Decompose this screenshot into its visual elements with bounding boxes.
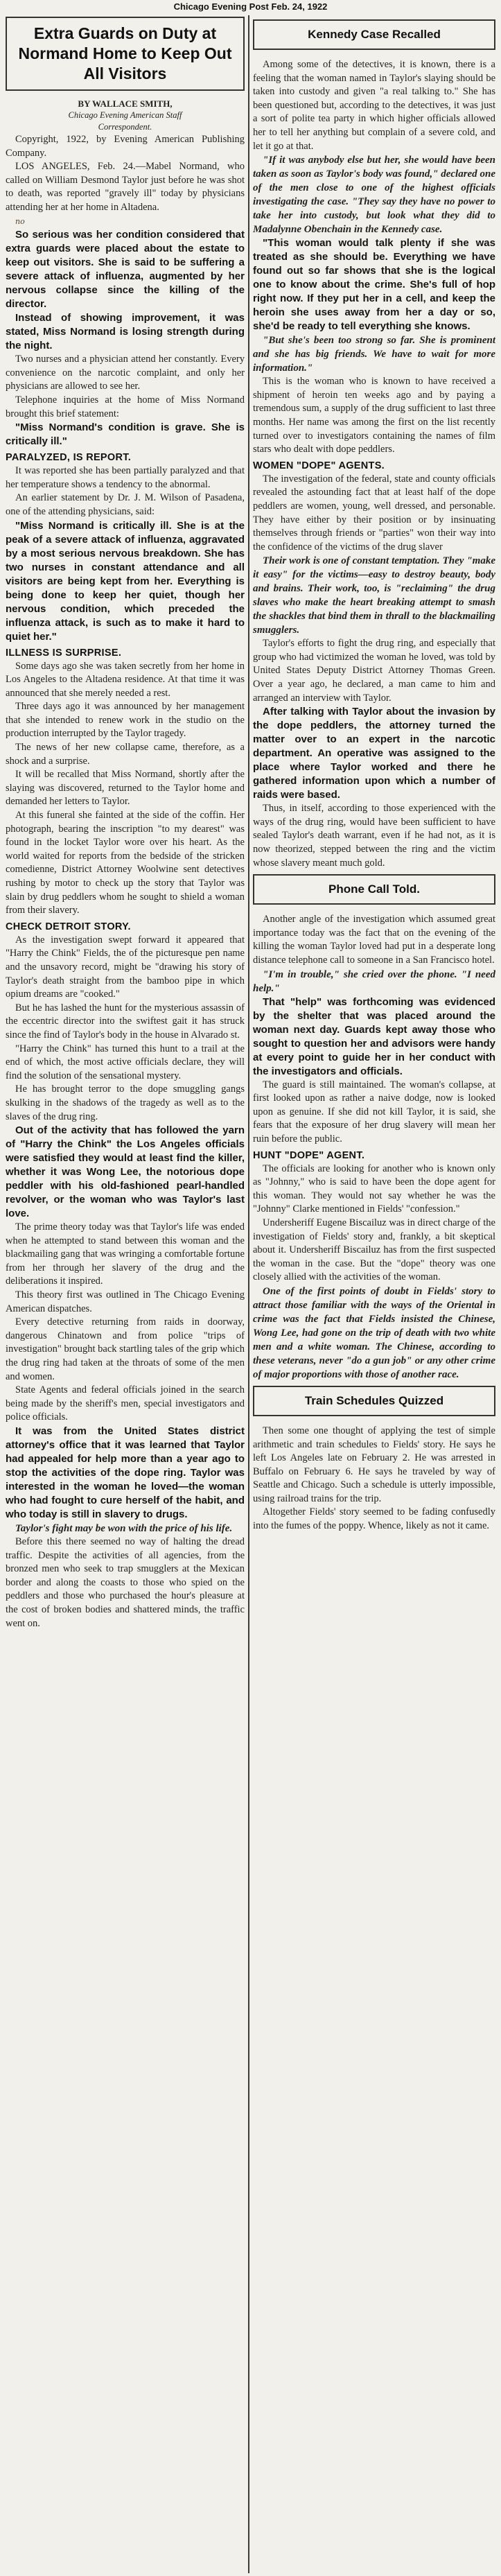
article-paragraph-bold: So serious was her condition considered that extra guards were placed about the estate to keep out visitors. She is said to be suffering a severe attack of influenza, augmented by her nervous collapse since the killing of the director.	[6, 229, 245, 311]
right-column	[253, 15, 495, 1533]
article-paragraph: An earlier statement by Dr. J. M. Wilson of Pasadena, one of the attending physicians, said:	[6, 492, 245, 517]
main-headline: Extra Guards on Duty at Normand Home to Keep Out All Visitors	[18, 24, 232, 82]
article-paragraph-bold: "Miss Normand's condition is grave. She is critically ill."	[6, 421, 245, 448]
article-paragraph-italic: "I'm in trouble," she cried over the phone. "I need help."	[253, 968, 495, 994]
article-paragraph: The prime theory today was that Taylor's life was ended when he attempted to stand between this woman and the blackmailing gang that was wringing a comfortable fortune from her through her slavery of the drug and the deliberations it inspired.	[6, 1221, 245, 1287]
article-paragraph	[6, 215, 245, 229]
subheading: WOMEN "DOPE" AGENTS.	[253, 460, 385, 471]
article-paragraph-bold: "This woman would talk plenty if she was treated as she should be. Everything we have found out so far shows that she is the logical one to know about the crime. She's full of hop right now. If they put her in a cell, and keep the heroin she uses away from her a day or so, she'd be ready to tell everything she knows.	[253, 237, 495, 333]
left-column	[6, 15, 245, 1630]
article-paragraph-bold: It was from the United States district attorney's office that it was learned that Taylor had appealed for help more than a year ago to stop the activities of the dope ring. Taylor was interested in the woman he loved—the woman who had fought to cure herself of the habit, and who today is still in slavery to drugs.	[6, 1425, 245, 1520]
article-paragraph: State Agents and federal officials joined in the search being made by the sheriff's men, special investigators and police officials.	[6, 1384, 245, 1423]
article-paragraph: This theory first was outlined in The Chicago Evening American dispatches.	[6, 1289, 245, 1314]
subheading: PARALYZED, IS REPORT.	[6, 452, 132, 464]
masthead: Chicago Evening Post Feb. 24, 1922	[173, 1, 328, 12]
byline-credit: Chicago Evening American Staff	[68, 110, 182, 120]
article-paragraph: Altogether Fields' story seemed to be fading confusedly into the fumes of the poppy. Whence, likely as not it came.	[253, 1506, 495, 1532]
article-paragraph-italic: "But she's been too strong so far. She is prominent and she has big friends. We have to wait for more information."	[253, 335, 495, 374]
section-headline: Phone Call Told.	[253, 874, 495, 905]
article-paragraph: The investigation of the federal, state and county officials revealed the astounding fact that at least half of the dope peddlers are women, young, well dressed, and personable. They have either by their position or by insinuating themselves through friends or "parties" won their way into the confidence of the victims of the drug slaver	[253, 473, 495, 552]
subheading: ILLNESS IS SURPRISE.	[6, 647, 122, 659]
article-paragraph-italic: "If it was anybody else but her, she would have been taken as soon as Taylor's body was found," declared one of the men close to one of the highest officials investigating the case. "They say they have no power to take her into custody, but look what they did to Madalynne Obenchain in the Kennedy case.	[253, 155, 495, 236]
article-paragraph: "Harry the Chink" has turned this hunt to a trail at the end of which, the most active officials declare, they will find the solution of the sensational mystery.	[6, 1043, 245, 1081]
article-paragraph-italic: Taylor's fight may be won with the price of his life.	[15, 1523, 233, 1534]
main-headline-box	[6, 17, 245, 91]
article-paragraph: LOS ANGELES, Feb. 24.—Mabel Normand, who called on William Desmond Taylor just before he was shot to death, was reported "gravely ill" today by physicians attending her at her home in Altadena.	[6, 161, 245, 213]
article-paragraph: Three days ago it was announced by her management that she intended to renew work in the studio on the production interrupted by the Taylor tragedy.	[6, 701, 245, 740]
article-paragraph: Among some of the detectives, it is known, there is a feeling that the woman named in Taylor's slaying should be taken into custody and given "a real talking to." She has been questioned but, according to the detectives, it was just a sort of polite tea party in which higher officials allowed her to tell her anything but complain of a severe cold, and let it go at that.	[253, 59, 495, 152]
article-paragraph-bold: Instead of showing improvement, it was stated, Miss Normand is losing strength during the night.	[6, 312, 245, 352]
article-paragraph: This is the woman who is known to have received a shipment of heroin ten weeks ago and by paying a tremendous sum, a supply of the drug sufficient to last three months. Her name was among the first on the list recently turned over to investigators containing the names of film stars who dealt with dope peddlers.	[253, 376, 495, 455]
article-paragraph: The news of her new collapse came, therefore, as a shock and a surprise.	[6, 742, 245, 767]
article-paragraph: Telephone inquiries at the home of Miss Normand brought this brief statement:	[6, 394, 245, 419]
subheading: HUNT "DOPE" AGENT.	[253, 1149, 365, 1161]
article-paragraph-italic: One of the first points of doubt in Fields' story to attract those familiar with the ways of the Oriental in crime was the fact that Fields insisted the Chinese, Wong Lee, had gone on the trip of death with two white men and a white woman. The Chinese, according to these veterans, never "do a gun job" or any other crime of major proportions with those of another race.	[253, 1285, 495, 1380]
article-paragraph: But he has lashed the hunt for the mysterious assassin of the eccentric director into the swiftest gait it has struck since the find of Taylor's body in the house in Alvarado st.	[6, 1002, 245, 1041]
article-paragraph-bold: Out of the activity that has followed the yarn of "Harry the Chink" the Los Angeles officials were satisfied they would at least find the killer, whether it was Wong Lee, the notorious dope peddler with his old-fashioned pearl-handled revolver, or the woman who was Taylor's last love.	[6, 1124, 245, 1220]
article-paragraph-italic: Their work is one of constant temptation. They "make it easy" for the victims—easy to destroy beauty, body and brains. Their work, too, is "reclaiming" the drug slaves who make the heart breaking attempt to smash the shackles that bind them in thrall to the blackmailing smugglers.	[253, 555, 495, 636]
byline: BY WALLACE SMITH,	[78, 98, 173, 109]
article-paragraph: The guard is still maintained. The woman's collapse, at first looked upon as rather a naive dodge, now is looked upon as genuine. If she did not kill Taylor, it is said, she fears that the exposure of her drug slavery will mean her ruin before the public.	[253, 1079, 495, 1145]
article-paragraph-bold: That "help" was forthcoming was evidenced by the shelter that was placed around the woman next day. Guards kept away those who sought to question her and advisors were handy at every point to guide her in her conduct with the investigators and officials.	[253, 995, 495, 1077]
subheading: CHECK DETROIT STORY.	[6, 921, 131, 932]
article-paragraph-bold: After talking with Taylor about the invasion by the dope peddlers, the attorney turned the matter over to an expert in the narcotic department. An operative was assigned to the place where Taylor worked and there he gathered information upon which a number of raids were based.	[253, 706, 495, 801]
article-paragraph: Undersheriff Eugene Biscailuz was in direct charge of the investigation of Fields' story and, frankly, a bit skeptical about it. Undersheriff Biscailuz has from the first suspected the woman in the case. But the "dope" theory was one closely allied with the activities of the woman.	[253, 1217, 495, 1283]
article-paragraph: Some days ago she was taken secretly from her home in Los Angeles to the Altadena residence. At that time it was announced that she merely needed a rest.	[6, 660, 245, 699]
article-paragraph: Thus, in itself, according to those experienced with the ways of the drug ring, would have been sufficient to have sealed Taylor's death warrant, even if he had not, as it is now theorized, stepped between the ring and the victim whose slavery meant much gold.	[253, 803, 495, 869]
article-paragraph: It was reported she has been partially paralyzed and that her temperature shows a tendency to the abnormal.	[6, 465, 245, 490]
article-paragraph-bold: "Miss Normand is critically ill. She is at the peak of a severe attack of influenza, aggravated by a most serious nervous breakdown. She has two nurses in constant attendance and all visitors are being kept from her. Everything is being done to keep her quiet, though her nervous condition, which preceded the influenza attack, is such as to make it hard to quiet her."	[6, 519, 245, 643]
article-paragraph: It will be recalled that Miss Normand, shortly after the slaying was discovered, returned to the Taylor home and demanded her letters to Taylor.	[6, 769, 245, 808]
article-paragraph: Then some one thought of applying the test of simple arithmetic and train schedules to Fields' story. He says he left Los Angeles late on February 2. He was arrested in Buffalo on February 6. He says he traveled by way of Seattle and Chicago. Such a schedule is utterly impossible, using railroad trains for the trip.	[253, 1425, 495, 1504]
handwritten-annotation: no	[15, 216, 25, 226]
article-paragraph: Every detective returning from raids in doorway, dangerous Chinatown and from police "trips of investigation" brought back startling tales of the grip which the drug ring had taken at the throats of some of the men and women.	[6, 1316, 245, 1382]
article-paragraph: Taylor's efforts to fight the drug ring, and especially that group who had victimized the woman he loved, was told by United States Deputy District Attorney Thomas Green. Over a year ago, he declared, a man came to him and arranged an interview with Taylor.	[253, 638, 495, 704]
article-paragraph: Two nurses and a physician attend her constantly. Every convenience on the narcotic complaint, and only her physicians are allowed to see her.	[6, 354, 245, 392]
section-headline: Kennedy Case Recalled	[253, 19, 495, 50]
section-headline: Train Schedules Quizzed	[253, 1386, 495, 1416]
article-paragraph: He has brought terror to the dope smuggling gangs skulking in the shadows of the tragedy as well as to the slaves of the drug ring.	[6, 1084, 245, 1122]
article-paragraph: At this funeral she fainted at the side of the coffin. Her photograph, bearing the inscription "to my dearest" was found in the locket Taylor wore over his heart. As the world waited for reports from the bedside of the stricken comedienne, District Attorney Woolwine sent detectives rushing by motor to check up the story that Taylor was slain by drug peddlers whom he sought to shield a woman from their slavery.	[6, 810, 245, 916]
article-paragraph: Another angle of the investigation which assumed great importance today was the fact that on the evening of the killing the woman Taylor loved had put in a desperate long distance telephone call to someone in a San Francisco hotel.	[253, 914, 495, 966]
article-paragraph: The officials are looking for another who is known only as "Johnny," who is said to have been the dope agent for this woman. They would not say whether he was the "Johnny" Clarke mentioned in Fields' "confession."	[253, 1163, 495, 1215]
column-rule	[248, 15, 249, 2573]
article-paragraph: Before this there seemed no way of halting the dread traffic. Despite the activities of all agencies, from the bronzed men who seek to trap smugglers at the Mexican border and along the coasts to those who spied on the peddlers and those who purchased the hour's pleasure at the cost of broken bodies and shattered minds, the traffic went on.	[6, 1536, 245, 1629]
byline-credit-2: Correspondent.	[98, 122, 152, 132]
copyright-line: Copyright, 1922, by Evening American Publishing Company.	[6, 134, 245, 159]
article-paragraph: As the investigation swept forward it appeared that "Harry the Chink" Fields, the of the picturesque pen name and the unsavory record, might be "drawing his story of Taylor's death straight from the bamboo pipe in which opium dreams are "cooked."	[6, 934, 245, 1000]
